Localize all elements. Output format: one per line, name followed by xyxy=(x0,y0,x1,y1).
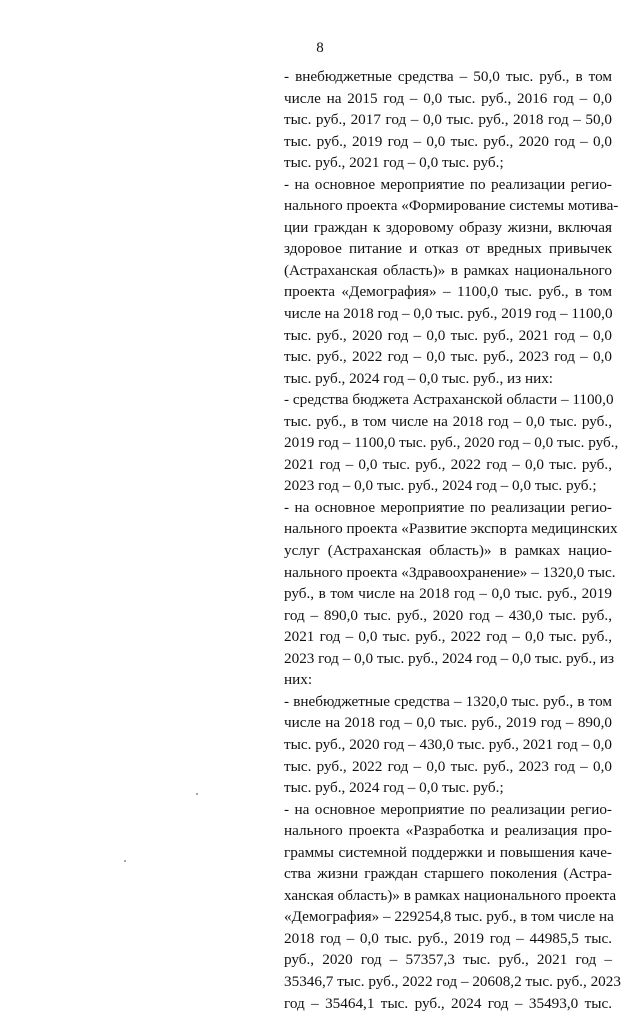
text-line: тыс. руб., 2024 год – 0,0 тыс. руб., из них: xyxy=(284,369,554,387)
text-line: них: xyxy=(284,671,313,689)
text-line: ханская область)» в рамках национального проекта xyxy=(284,886,617,904)
text-line: ции граждан к здоровому образу жизни, включая xyxy=(284,218,612,236)
scan-speck xyxy=(196,793,198,795)
text-line: 2019 год – 1100,0 тыс. руб., 2020 год – 0,0 тыс. руб., xyxy=(284,434,619,452)
text-line: тыс. руб., в том числе на 2018 год – 0,0 тыс. руб., xyxy=(284,412,612,430)
text-line: нального проекта «Развитие экспорта медицинских xyxy=(284,520,618,538)
document-text-column xyxy=(284,66,621,1014)
text-line: 2021 год – 0,0 тыс. руб., 2022 год – 0,0 тыс. руб., xyxy=(284,455,612,473)
text-line: числе на 2018 год – 0,0 тыс. руб., 2019 год – 890,0 xyxy=(284,714,612,732)
page-number: 8 xyxy=(316,40,324,56)
text-line: - внебюджетные средства – 50,0 тыс. руб., в том xyxy=(284,68,612,85)
text-line: нального проекта «Здравоохранение» – 1320,0 тыс. xyxy=(284,563,616,581)
text-line: тыс. руб., 2020 год – 0,0 тыс. руб., 2021 год – 0,0 xyxy=(284,326,612,344)
text-line: числе на 2015 год – 0,0 тыс. руб., 2016 год – 0,0 xyxy=(284,89,612,107)
text-line: нального проекта «Формирование системы мотива- xyxy=(284,197,619,215)
text-line: услуг (Астраханская область)» в рамках нацио- xyxy=(284,542,612,560)
text-line: тыс. руб., 2020 год – 430,0 тыс. руб., 2021 год – 0,0 xyxy=(284,735,612,753)
text-line: ства жизни граждан старшего поколения (Астра- xyxy=(284,865,612,883)
text-line: - на основное мероприятие по реализации регио- xyxy=(284,498,612,516)
text-line: - на основное мероприятие по реализации регио- xyxy=(284,175,612,193)
text-line: здоровое питание и отказ от вредных привычек xyxy=(284,240,612,258)
text-line: 2023 год – 0,0 тыс. руб., 2024 год – 0,0 тыс. руб., из xyxy=(284,649,615,667)
text-line: год – 35464,1 тыс. руб., 2024 год – 35493,0 тыс. xyxy=(284,994,612,1012)
text-line: 2023 год – 0,0 тыс. руб., 2024 год – 0,0 тыс. руб.; xyxy=(284,477,597,495)
text-line: нального проекта «Разработка и реализация про- xyxy=(284,822,612,840)
text-line: руб., в том числе на 2018 год – 0,0 тыс. руб., 2019 xyxy=(284,585,612,603)
text-line: - средства бюджета Астраханской области – 1100,0 xyxy=(284,391,614,409)
text-line: тыс. руб., 2024 год – 0,0 тыс. руб.; xyxy=(284,779,504,797)
text-line: «Демография» – 229254,8 тыс. руб., в том числе на xyxy=(284,908,614,926)
text-line: числе на 2018 год – 0,0 тыс. руб., 2019 год – 1100,0 xyxy=(284,305,613,323)
text-line: - на основное мероприятие по реализации регио- xyxy=(284,800,612,818)
text-line: тыс. руб., 2022 год – 0,0 тыс. руб., 2023 год – 0,0 xyxy=(284,348,612,366)
text-line: граммы системной поддержки и повышения каче- xyxy=(284,843,612,861)
text-line: 2021 год – 0,0 тыс. руб., 2022 год – 0,0 тыс. руб., xyxy=(284,628,612,646)
text-line: год – 890,0 тыс. руб., 2020 год – 430,0 тыс. руб., xyxy=(284,606,612,624)
text-line: (Астраханская область)» в рамках национального xyxy=(284,261,612,279)
scan-speck xyxy=(124,860,126,862)
text-line: проекта «Демография» – 1100,0 тыс. руб., в том xyxy=(284,283,612,301)
text-line: 35346,7 тыс. руб., 2022 год – 20608,2 тыс. руб., 2023 xyxy=(284,972,621,990)
text-line: руб., 2020 год – 57357,3 тыс. руб., 2021 год – xyxy=(284,951,612,969)
text-line: тыс. руб., 2019 год – 0,0 тыс. руб., 2020 год – 0,0 xyxy=(284,132,612,150)
text-line: тыс. руб., 2017 год – 0,0 тыс. руб., 2018 год – 50,0 xyxy=(284,111,612,129)
text-line: тыс. руб., 2022 год – 0,0 тыс. руб., 2023 год – 0,0 xyxy=(284,757,612,775)
text-line: 2018 год – 0,0 тыс. руб., 2019 год – 44985,5 тыс. xyxy=(284,929,612,947)
text-line: - внебюджетные средства – 1320,0 тыс. руб., в том xyxy=(284,692,612,710)
text-line: тыс. руб., 2021 год – 0,0 тыс. руб.; xyxy=(284,154,504,172)
